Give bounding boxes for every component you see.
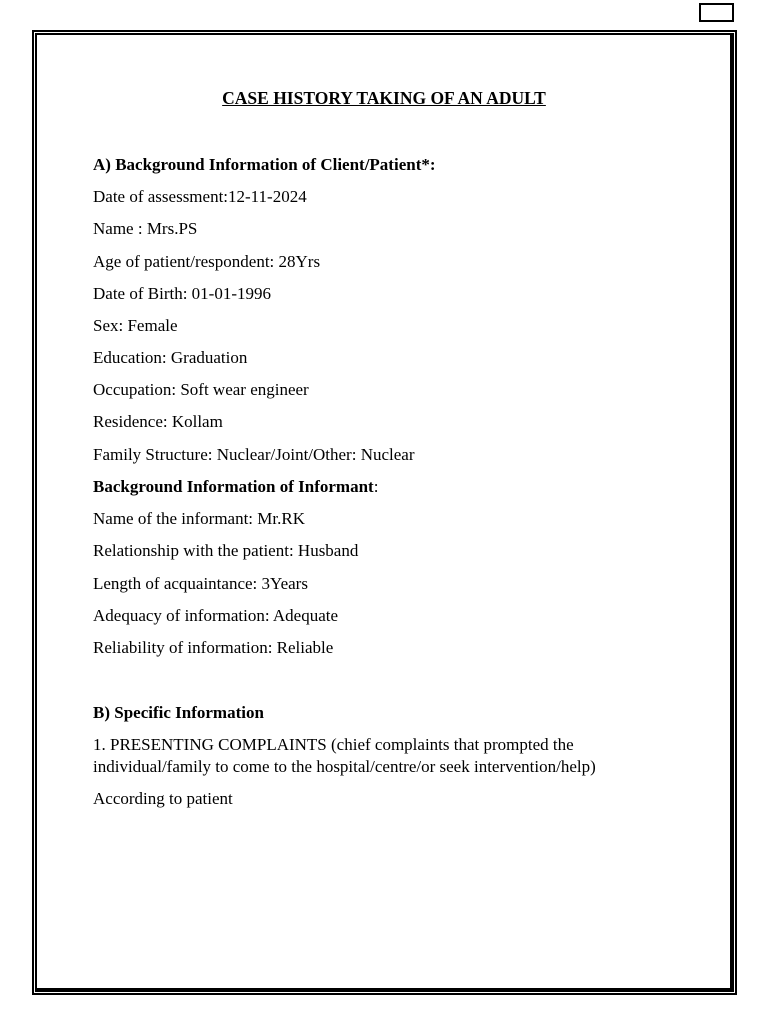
section-b-heading: B) Specific Information: [93, 703, 264, 722]
field-residence: Residence: Kollam: [93, 412, 223, 431]
field-reliability: Reliability of information: Reliable: [93, 638, 334, 657]
presenting-complaints-line-2: individual/family to come to the hospital/centre/or seek intervention/help): [93, 757, 596, 776]
informant-heading-colon: :: [373, 477, 379, 496]
field-informant-name: Name of the informant: Mr.RK: [93, 509, 305, 528]
informant-heading-line: [93, 476, 378, 498]
field-education: Education: Graduation: [93, 348, 248, 367]
field-date-of-birth: Date of Birth: 01-01-1996: [93, 284, 271, 303]
informant-heading: Background Information of Informant: [93, 477, 374, 496]
section-a-heading: A) Background Information of Client/Patient*:: [93, 155, 436, 174]
field-acquaintance: Length of acquaintance: 3Years: [93, 574, 308, 593]
field-adequacy: Adequacy of information: Adequate: [93, 606, 339, 625]
field-date-of-assessment: Date of assessment:12-11-2024: [93, 187, 307, 206]
field-occupation: Occupation: Soft wear engineer: [93, 380, 309, 399]
corner-checkbox: [699, 3, 734, 22]
field-age: Age of patient/respondent: 28Yrs: [93, 252, 321, 271]
field-family-structure: Family Structure: Nuclear/Joint/Other: Nuclear: [93, 445, 415, 464]
field-sex: Sex: Female: [93, 316, 178, 335]
presenting-complaints-line-1: 1. PRESENTING COMPLAINTS (chief complaints that prompted the: [93, 735, 574, 754]
document-title: CASE HISTORY TAKING OF AN ADULT: [222, 88, 546, 108]
field-name: Name : Mrs.PS: [93, 219, 198, 238]
field-relationship: Relationship with the patient: Husband: [93, 541, 359, 560]
according-to-patient: According to patient: [93, 789, 233, 808]
